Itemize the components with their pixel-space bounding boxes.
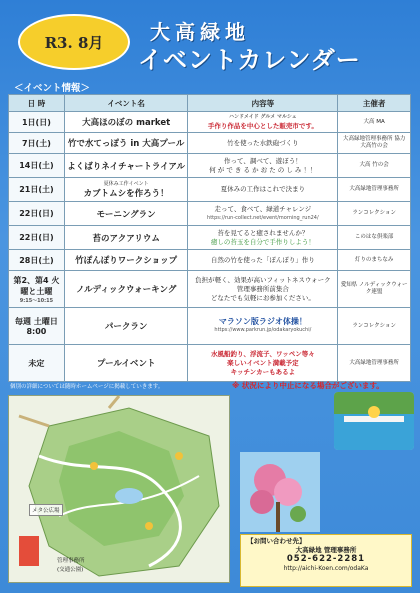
content-sub: キッチンカーもあるよ xyxy=(230,367,296,376)
date-main: 第2、第4 火曜と土曜 xyxy=(13,275,60,296)
flower-photo xyxy=(240,452,320,532)
content-main: 負担が軽く、効果が高いフィットネスウォーク xyxy=(195,275,331,284)
row-date: 22日(日) xyxy=(9,226,65,250)
row-content: 竹を使った水鉄砲づくり xyxy=(188,133,338,154)
website-note: 個別の詳細については随時ホームページに掲載していきます。 xyxy=(10,384,164,390)
row-content xyxy=(188,345,338,382)
contact-phone[interactable]: 052-622-2281 xyxy=(286,554,366,564)
event-link[interactable]: https://www.parkrun.jp/odakaryokuchi/ xyxy=(214,327,312,333)
content-main: 手作り作品を中心とした販売市です。 xyxy=(207,122,318,130)
row-event-name: 苔のアクアリウム xyxy=(64,226,188,250)
row-date: 14日(土) xyxy=(9,154,65,178)
table-row xyxy=(9,345,411,382)
content-sub: 管理事務所前集合 xyxy=(236,284,289,293)
header-organizer: 主催者 xyxy=(338,95,411,112)
contact-url[interactable]: http://aichi-Koen.com/odaKa xyxy=(283,565,369,572)
content-main: 走って、食べて、緑道チャレンジ xyxy=(214,204,312,213)
calendar-title: イベントカレンダー xyxy=(138,45,361,74)
content-sub: どなたでも気軽にお参加ください。 xyxy=(210,293,315,302)
table-row xyxy=(9,154,411,178)
row-content: 自然の竹を使った「ぽんぽり」作り xyxy=(188,250,338,271)
map-label-office-sub: (交通公園) xyxy=(57,567,84,573)
header-event: イベント名 xyxy=(64,95,188,112)
map-label-office: 管理事務所 xyxy=(57,558,85,564)
table-row xyxy=(9,178,411,202)
events-table xyxy=(8,94,411,382)
row-event-name xyxy=(64,178,188,202)
row-organizer: 灯りのまちなみ xyxy=(338,250,411,271)
event-name-sub: 夏休み工作イベント xyxy=(103,181,149,187)
content-main: 苔を見てると癒されませんか？ xyxy=(217,228,309,237)
content-main: 作って、調べて、遊ぼう！ xyxy=(223,156,302,165)
park-map-drawing xyxy=(9,396,230,583)
content-main: マラソン版ラジオ体操！ xyxy=(218,317,307,326)
flower-photo-image xyxy=(240,452,320,532)
row-event-name: ノルディックウォーキング xyxy=(64,271,188,308)
row-organizer: このはな倶楽部 xyxy=(338,226,411,250)
row-date: 毎週 土曜日 8:00 xyxy=(9,308,65,345)
pool-photo xyxy=(334,392,414,450)
row-date: 22日(日) xyxy=(9,202,65,226)
event-link[interactable]: https://run-collect.net/event/morning_run24/ xyxy=(207,214,319,221)
section-label: ＜イベント情報＞ xyxy=(14,83,91,94)
month-badge: R3. 8月 xyxy=(18,14,130,70)
row-organizer: 愛知県 ノルディックウォーク連盟 xyxy=(338,271,411,308)
table-row xyxy=(9,112,411,133)
row-date: 21日(土) xyxy=(9,178,65,202)
contact-box xyxy=(240,534,412,587)
row-content xyxy=(188,308,338,345)
content-sub: 楽しいイベント満載予定 xyxy=(227,358,299,367)
row-organizer: 大高緑地管理事務所 xyxy=(338,178,411,202)
row-content xyxy=(188,154,338,178)
row-organizer: 大高緑地管理事務所 協力 大高竹の会 xyxy=(338,133,411,154)
row-organizer: 大高緑地管理事務所 xyxy=(338,345,411,382)
row-event-name: 竹で水てっぽう in 大高プール xyxy=(64,133,188,154)
table-row xyxy=(9,202,411,226)
table-row xyxy=(9,271,411,308)
table-header-row xyxy=(9,95,411,112)
table-row xyxy=(9,133,411,154)
row-event-name: プールイベント xyxy=(64,345,188,382)
row-date: 未定 xyxy=(9,345,65,382)
row-event-name: パークラン xyxy=(64,308,188,345)
cancellation-note: ※ 状況により中止になる場合がございます。 xyxy=(232,381,384,390)
row-date: 1日(日) xyxy=(9,112,65,133)
pool-photo-image xyxy=(334,392,414,450)
row-event-name: モーニングラン xyxy=(64,202,188,226)
row-content xyxy=(188,271,338,308)
park-map xyxy=(8,395,230,583)
date-time: 9:15～10:15 xyxy=(19,297,54,304)
map-label-area: メタ公広場 xyxy=(29,504,63,516)
contact-org: 大高緑地 管理事務所 xyxy=(295,546,357,554)
content-main: 水風船釣り、浮流子、ワッペン等々 xyxy=(211,349,315,358)
header-date: 日 時 xyxy=(9,95,65,112)
content-pre: ハンドメイド グルメ マルシェ xyxy=(228,114,297,120)
header-content: 内容等 xyxy=(188,95,338,112)
row-date: 7日(土) xyxy=(9,133,65,154)
row-organizer: ランコレクション xyxy=(338,308,411,345)
row-organizer: 大高 MA xyxy=(338,112,411,133)
row-content: 夏休みの工作はこれで決まり xyxy=(188,178,338,202)
table-row xyxy=(9,250,411,271)
row-date: 28日(土) xyxy=(9,250,65,271)
row-organizer: 大高 竹の会 xyxy=(338,154,411,178)
table-row xyxy=(9,226,411,250)
contact-title: 【お問い合わせ先】 xyxy=(247,537,306,545)
park-name-title: 大高緑地 xyxy=(150,20,250,44)
row-organizer: ランコレクション xyxy=(338,202,411,226)
table-row xyxy=(9,308,411,345)
row-content xyxy=(188,112,338,133)
content-sub: 何 が で き る か お た の し み ！！ xyxy=(209,165,317,174)
row-event-name: 竹ぽんぽりワークショップ xyxy=(64,250,188,271)
row-date xyxy=(9,271,65,308)
content-sub: 癒しの苔玉を自分で手作りしよう！ xyxy=(210,237,315,246)
row-event-name: 大高ほのぼの market xyxy=(64,112,188,133)
row-event-name: よくばりネイチャートライアル xyxy=(64,154,188,178)
event-name-main: カブトムシを作ろう！ xyxy=(83,189,169,199)
row-content xyxy=(188,202,338,226)
row-content xyxy=(188,226,338,250)
